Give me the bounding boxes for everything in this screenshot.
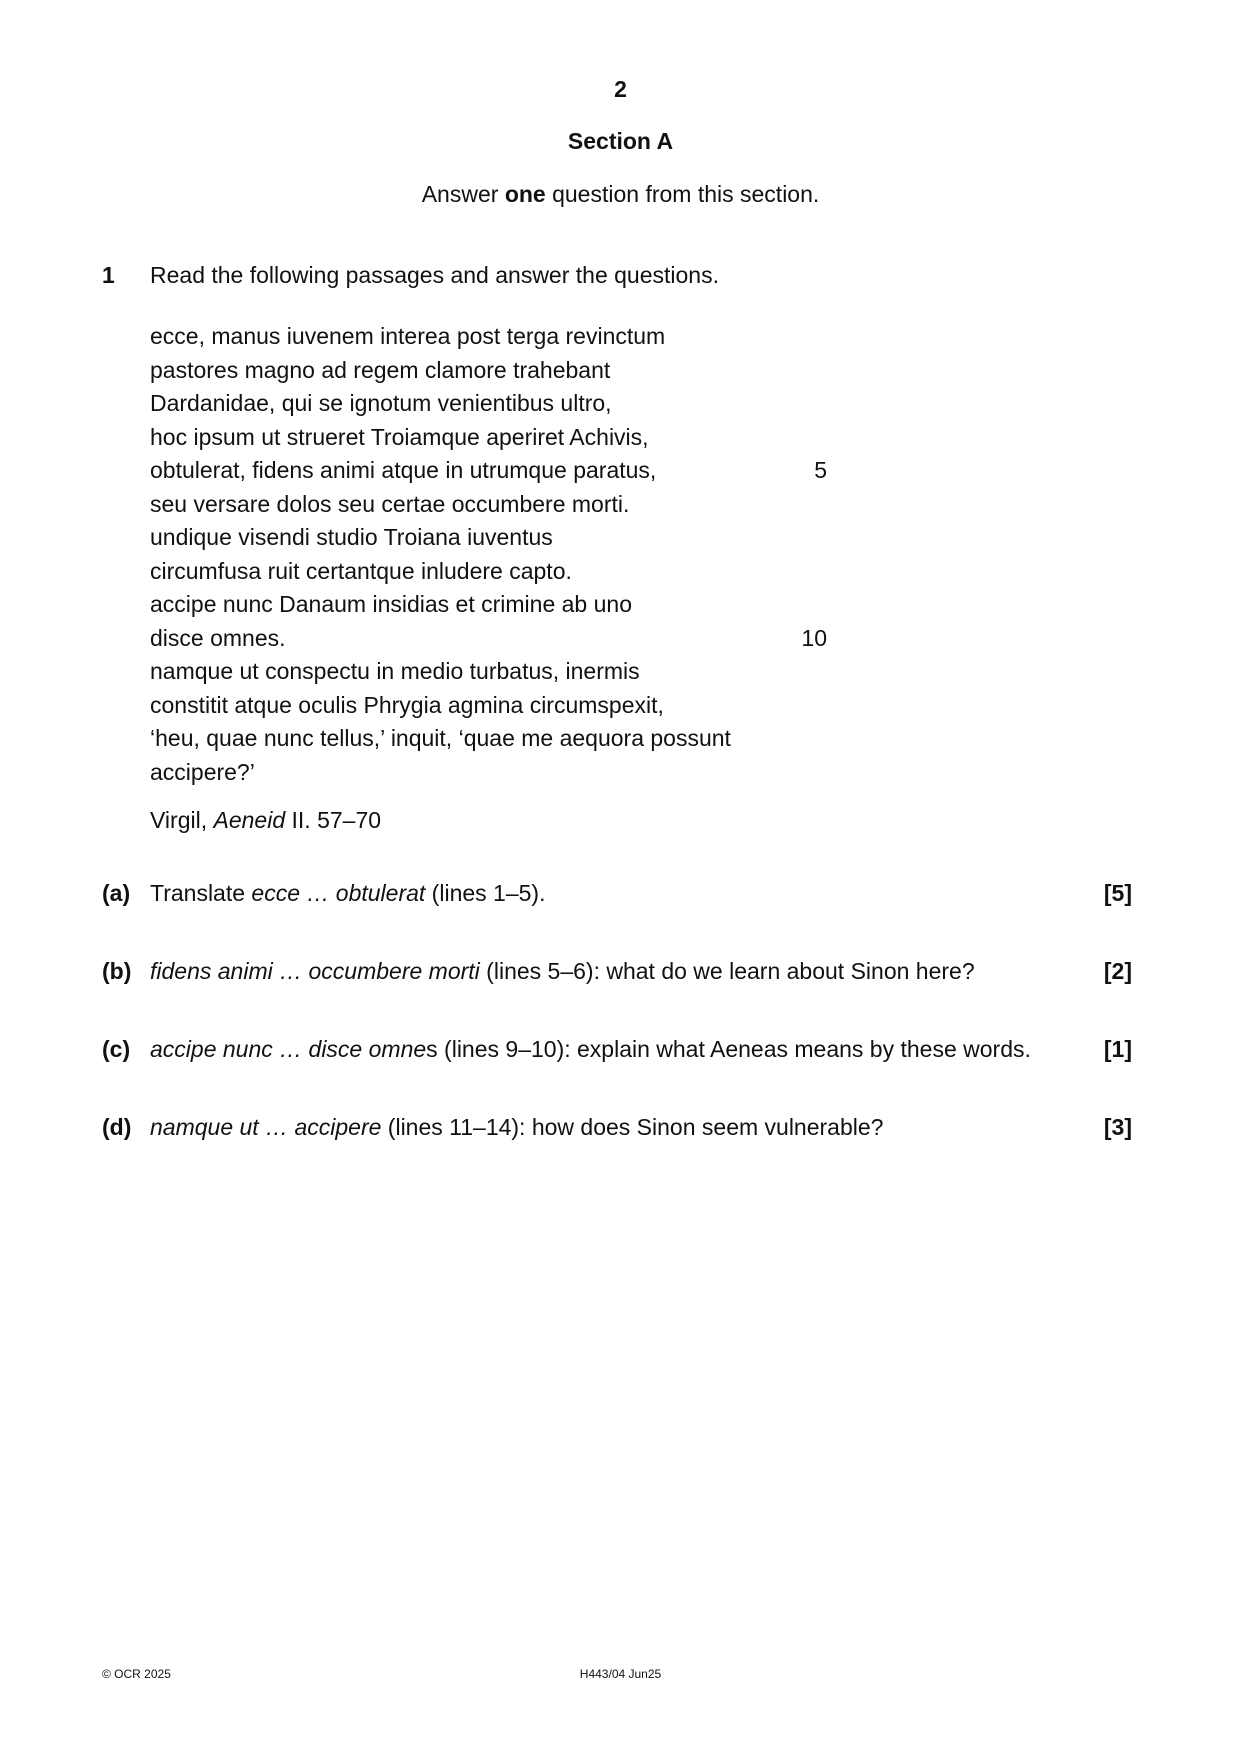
subquestion-label: (d) — [102, 1114, 132, 1140]
passage-line-text: seu versare dolos seu certae occumbere morti. — [150, 490, 630, 517]
subquestion-label: (a) — [102, 880, 131, 906]
passage-line — [150, 689, 731, 723]
marks: [2] — [1103, 958, 1132, 984]
instruction-suffix: question from this section. — [545, 181, 820, 207]
subquestion-text — [150, 1114, 883, 1141]
instruction — [0, 181, 1241, 208]
passage-line-text: ecce, manus iuvenem interea post terga revinctum — [150, 323, 666, 349]
passage-line-text: obtulerat, fidens animi atque in utrumque paratus, — [150, 457, 657, 483]
footer-copyright: © OCR 2025 — [102, 1667, 171, 1681]
instruction-prefix: Answer — [421, 181, 505, 207]
passage-line-text: accipe nunc Danaum insidias et crimine ab uno — [150, 591, 632, 617]
passage-line — [150, 354, 731, 388]
subquestion-label: (c) — [102, 1036, 131, 1062]
passage-line — [150, 320, 731, 354]
subquestion — [102, 880, 1132, 912]
passage-line — [150, 655, 731, 689]
passage-line-text: accipere?’ — [150, 758, 255, 785]
passage-line — [150, 521, 731, 555]
quoted-latin: ecce … obtulerat — [251, 880, 426, 906]
subquestion-label: (b) — [102, 958, 132, 984]
subquestion — [102, 1036, 1132, 1068]
subquestion-text — [150, 880, 545, 907]
passage-line-text: Dardanidae, qui se ignotum venientibus ultro, — [150, 390, 612, 416]
passage-line-text: hoc ipsum ut strueret Troiamque aperiret Achivis, — [150, 423, 649, 450]
quoted-latin: accipe nunc … disce omne — [150, 1036, 427, 1062]
passage-line-text: pastores magno ad regem clamore trahebant — [150, 356, 611, 383]
passage-line — [150, 588, 731, 622]
passage-line — [150, 454, 827, 488]
quoted-latin: fidens animi … occumbere morti — [150, 958, 480, 984]
source-ref: II. 57–70 — [285, 807, 382, 833]
section-title: Section A — [567, 128, 674, 154]
passage-line — [150, 622, 827, 656]
question-text: s (lines 9–10): explain what Aeneas means by these words. — [426, 1036, 1031, 1062]
subquestion-text — [150, 958, 975, 985]
marks: [1] — [1103, 1036, 1132, 1062]
passage-line — [150, 756, 731, 790]
passage-line — [150, 488, 731, 522]
passage-line-text: namque ut conspectu in medio turbatus, inermis — [150, 658, 640, 684]
page-number: 2 — [614, 76, 627, 102]
subquestion-text — [150, 1036, 1031, 1063]
footer-paper-code: H443/04 Jun25 — [579, 1667, 662, 1681]
passage-line-text: ‘heu, quae nunc tellus,’ inquit, ‘quae me aequora possunt — [150, 725, 731, 751]
question-number: 1 — [102, 262, 115, 288]
marks: [5] — [1103, 880, 1132, 906]
passage-line-text: undique visendi studio Troiana iuventus — [150, 524, 553, 550]
line-number: 10 — [801, 624, 827, 651]
passage-source — [150, 807, 381, 834]
passage-line — [150, 387, 731, 421]
question-text: (lines 5–6): what do we learn about Sinon here? — [479, 958, 975, 984]
passage-line — [150, 722, 731, 756]
marks: [3] — [1103, 1114, 1132, 1140]
question-intro: Read the following passages and answer the questions. — [150, 262, 719, 288]
latin-passage — [150, 320, 827, 789]
passage-line — [150, 555, 731, 589]
passage-line-text: circumfusa ruit certantque inludere capto. — [150, 557, 572, 584]
passage-line-text: constitit atque oculis Phrygia agmina circumspexit, — [150, 691, 664, 718]
line-number: 5 — [814, 457, 827, 483]
quoted-latin: namque ut … accipere — [150, 1114, 382, 1140]
source-work: Aeneid — [213, 807, 286, 833]
subquestion — [102, 958, 1132, 990]
subquestion — [102, 1114, 1132, 1146]
source-author: Virgil, — [150, 807, 214, 833]
instruction-bold: one — [504, 181, 546, 207]
passage-line-text: disce omnes. — [150, 624, 286, 651]
question-text: Translate — [150, 880, 252, 906]
question-text: (lines 1–5). — [425, 880, 546, 906]
passage-line — [150, 421, 731, 455]
question-text: (lines 11–14): how does Sinon seem vulnerable? — [381, 1114, 884, 1140]
